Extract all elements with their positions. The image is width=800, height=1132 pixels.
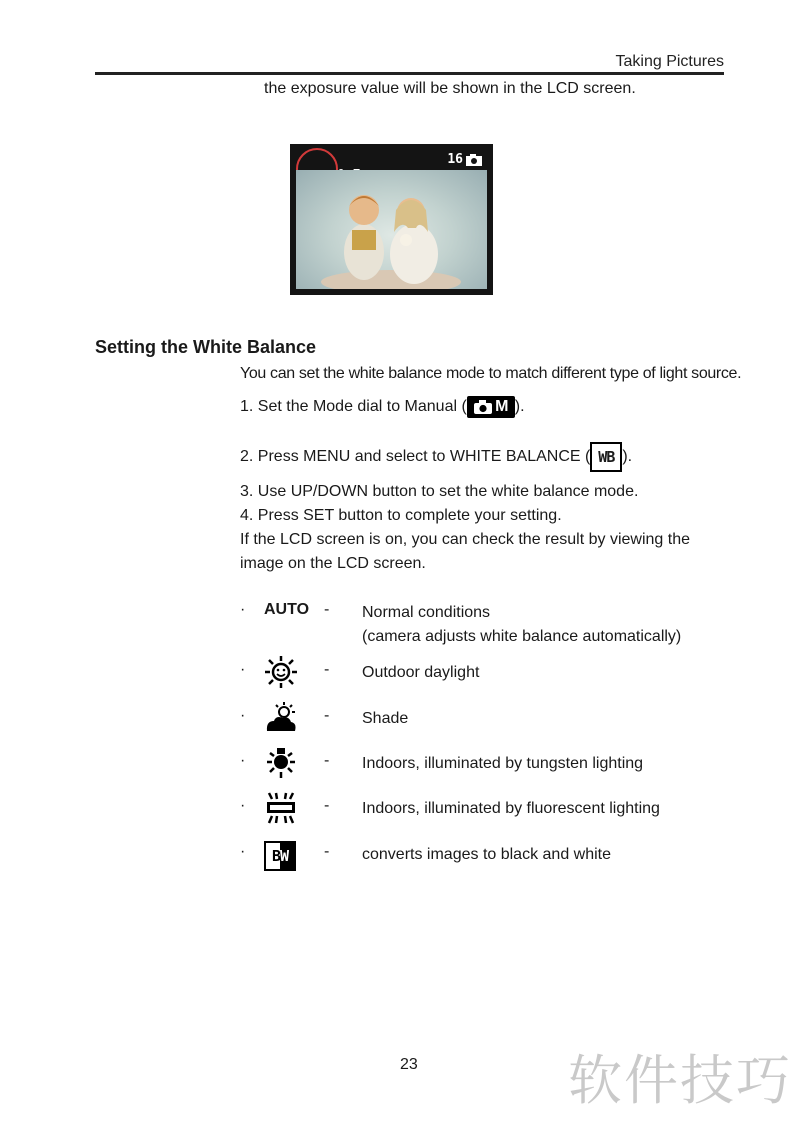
shade-icon [264,701,298,735]
dash: - [324,797,330,814]
bw-icon-b: B [271,847,280,865]
bullet: · [240,797,246,814]
bullet: · [240,661,246,678]
section-lead: You can set the white balance mode to match different type of light source. [240,365,742,382]
lcd-photo-scene [296,170,487,289]
tungsten-icon [264,746,298,780]
mode-row-auto [240,601,724,645]
step-2 [240,442,632,472]
dash: - [324,661,330,678]
dash: - [324,752,330,769]
mode-row-daylight [240,661,724,685]
step-4: 4. Press SET button to complete your setting. [240,507,562,524]
mode-row-fluorescent [240,797,724,821]
lcd-note: If the LCD screen is on, you can check the result by viewing the image on the LCD screen. [240,531,691,572]
camera-icon [473,399,493,415]
manual-mode-icon [467,396,515,418]
figurines-illustration [296,170,487,289]
step-2-text: 2. Press MENU and select to WHITE BALANCE ( [240,448,591,466]
intro-text: the exposure value will be shown in the LCD screen. [264,80,636,97]
mode-desc-tungsten: Indoors, illuminated by tungsten lighting [362,755,644,772]
bw-icon-w: W [280,847,289,865]
mode-row-tungsten [240,752,724,776]
mode-desc-auto: Normal conditions [362,604,491,621]
bullet: · [240,707,246,724]
step-2-close: ). [622,448,633,466]
mode-desc-daylight: Outdoor daylight [362,664,480,681]
manual-mode-letter: M [495,397,509,415]
bullet: · [240,601,246,618]
lcd-camera-icon [465,153,483,167]
sun-icon [264,655,298,689]
mode-desc-fluorescent: Indoors, illuminated by fluorescent lighting [362,800,660,817]
auto-label: AUTO [264,601,310,618]
step-1 [240,395,525,419]
bullet: · [240,752,246,769]
step-1-close: ). [514,398,525,415]
section-heading: Setting the White Balance [95,337,317,357]
mode-row-bw [240,843,724,867]
lcd-status-bar [298,152,485,168]
header-rule [95,72,724,75]
mode-row-shade [240,707,724,731]
running-header: Taking Pictures [615,53,724,70]
mode-desc-shade: Shade [362,710,409,727]
lcd-shot-count: 16 [447,152,463,167]
fluorescent-icon [264,791,298,825]
dash: - [324,843,330,860]
lcd-screen-photo [290,144,493,295]
dash: - [324,707,330,724]
mode-desc-auto-detail: (camera adjusts white balance automatically) [362,628,682,645]
step-3: 3. Use UP/DOWN button to set the white balance mode. [240,483,639,500]
bw-icon [264,841,296,871]
white-balance-icon: WB [590,442,622,472]
page-number: 23 [400,1056,418,1073]
dash: - [324,601,330,618]
step-1-text: 1. Set the Mode dial to Manual ( [240,398,467,415]
watermark: 软件技巧 [568,1049,792,1112]
bullet: · [240,843,246,860]
mode-desc-bw: converts images to black and white [362,846,612,863]
